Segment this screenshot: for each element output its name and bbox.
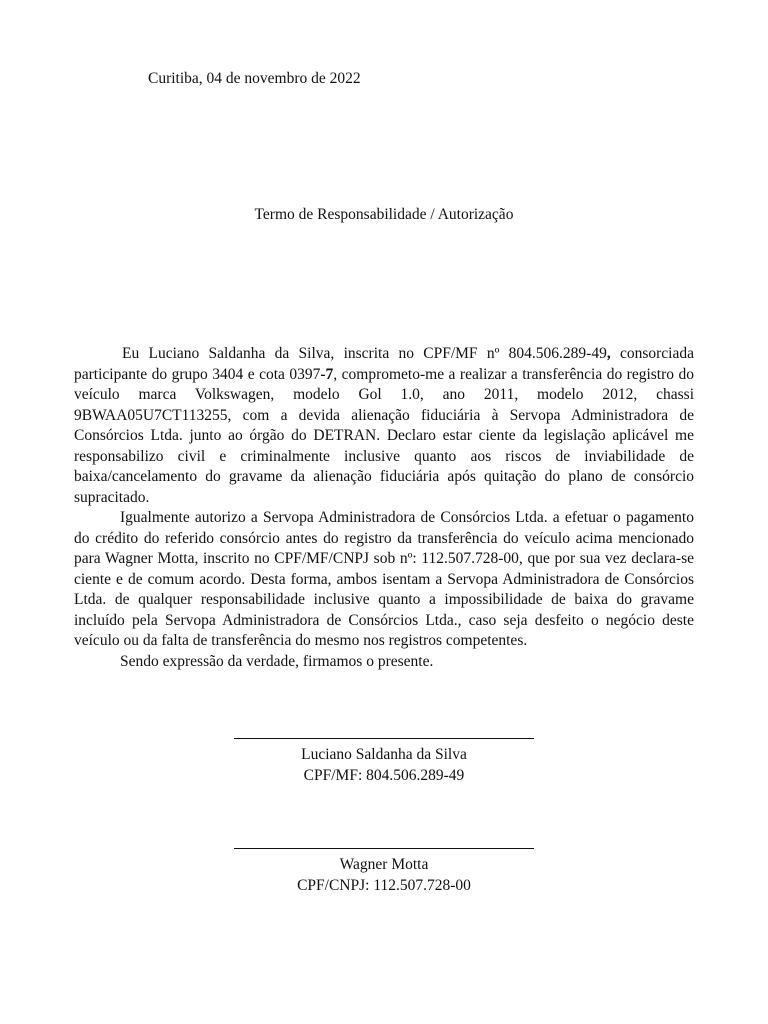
- document-title: Termo de Responsabilidade / Autorização: [254, 206, 514, 223]
- paragraph-3: Sendo expressão da verdade, firmamos o presente.: [120, 652, 434, 670]
- date-line: Curitiba, 04 de novembro de 2022: [148, 70, 361, 87]
- paragraph-2: Igualmente autorizo a Servopa Administradora de Consórcios Ltda. a efetuar o pagamento do crédito do referido consórcio antes do registro da transferência do veículo acima mencionado para Wagner Motta, inscrito no CPF/MF/CNPJ sob nº: 112.507.728-00, que por sua vez declara-se ciente e de comum acordo. Desta forma, ambos isentam a Servopa Administradora de Consórcios Ltda. de qualquer responsabilidade inclusive quanto a impossibilidade de baixa do gravame incluído pela Servopa Administradora de Consórcios Ltda., caso seja desfeito o negócio deste veículo ou da falta de transferência do mesmo nos registros competentes.: [74, 509, 694, 649]
- paragraph-1-part-1: Eu Luciano Saldanha da Silva, inscrita no CPF/MF nº 804.506.289-49: [122, 345, 607, 362]
- paragraph-1-bold-digit: -7: [320, 365, 334, 383]
- paragraph-1-bold-comma: ,: [606, 345, 611, 362]
- signature-line: [234, 738, 534, 739]
- signature-block-2: [0, 848, 768, 896]
- signatory-document: CPF/CNPJ: 112.507.728-00: [297, 876, 471, 894]
- paragraph-1-part-3: , comprometo-me a realizar a transferência do registro do veículo marca Volkswagen, modelo Gol 1.0, ano 2011, modelo 2012, chassi 9BWAA05U7CT113255, com a devida alienação fiduciária à Servopa Administradora de Consórcios Ltda. junto ao órgão do DETRAN. Declaro estar ciente da legislação aplicável me responsabilizo civil e criminalmente inclusive quanto aos riscos de inviabilidade de baixa/cancelamento do gravame da alienação fiduciária após quitação do plano de consórcio supracitado.: [74, 365, 695, 506]
- paragraph-1-part-2: consorciada participante do grupo 3404 e cota 0397: [74, 345, 694, 383]
- paragraph-1: [74, 344, 694, 508]
- signatory-name: Wagner Motta: [339, 856, 429, 873]
- signature-block-1: [0, 738, 768, 786]
- signatory-document: CPF/MF: 804.506.289-49: [303, 766, 465, 784]
- document-body: [74, 344, 694, 672]
- signatory-name: Luciano Saldanha da Silva: [301, 746, 467, 763]
- signature-line: [234, 848, 534, 849]
